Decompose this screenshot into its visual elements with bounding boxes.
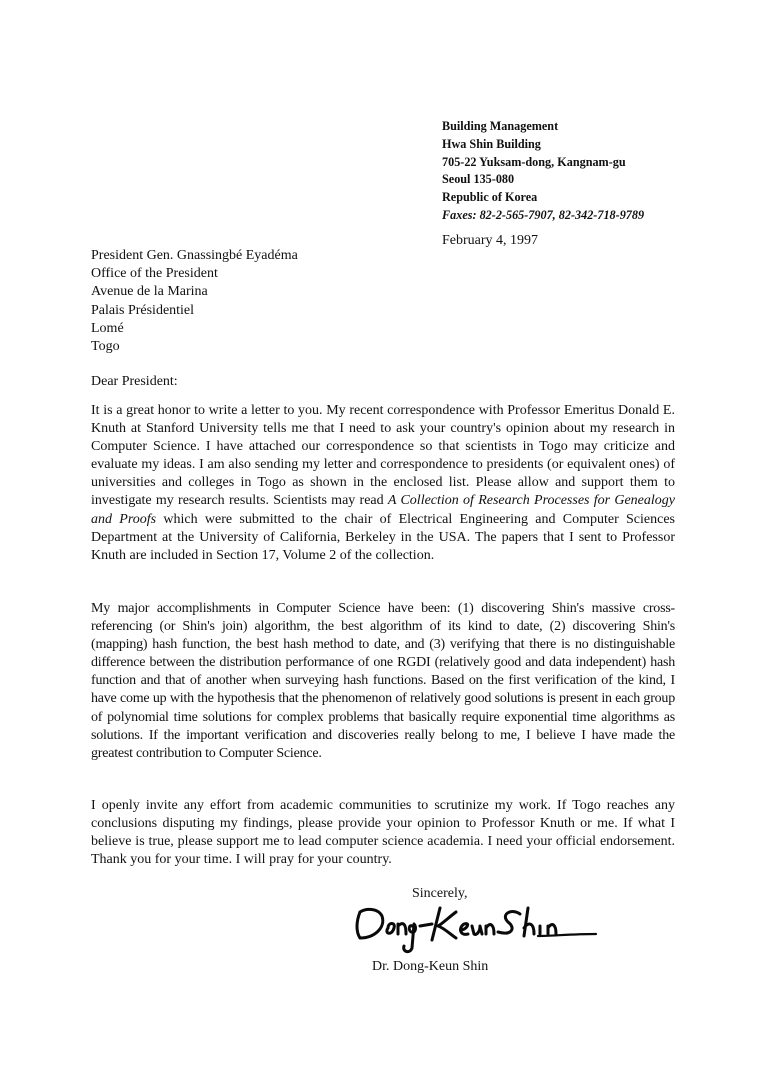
recipient-line: President Gen. Gnassingbé Eyadéma (91, 248, 298, 263)
body-paragraph-2: My major accomplishments in Computer Science have been: (1) discovering Shin's massive cross-referencing (or Shin's join) algorithm, the best algorithm of its kind to date, (2) discovering Shin's (mapping) hash function, the best hash method to date, and (3) verifying that there is no distinguishable difference between the distribution performance of one RGDI (relatively good and data independent) hash function and that of another when surveying hash functions. Based on the first verification of the kind, I have come up with the hypothesis that the phenomenon of relatively good solutions is present in each group of polynomial time solutions for complex problems that basically require exponential time algorithms as solutions. If the important verification and discoveries really belong to me, I believe I have made the greatest contribution to Computer Science. (91, 601, 675, 761)
handwritten-signature (352, 902, 602, 954)
sender-city: Seoul 135-080 (442, 172, 515, 187)
salutation: Dear President: (91, 374, 178, 389)
paragraph-1-text: It is a great honor to write a letter to you. My recent correspondence with Professor Emeritus Donald E. Knuth at Stanford University tells me that I need to ask your country's opinion about my research in Computer Science. I have attached our correspondence so that scientists in Togo may criticize and evaluate my ideas. I am also sending my letter and correspondence to presidents (or equivalent ones) of universities and colleges in Togo as shown in the enclosed list. Please allow and support them to investigate my research results. Scientists may read (91, 403, 675, 509)
recipient-line: Togo (91, 339, 120, 355)
recipient-line: Office of the President (91, 266, 218, 282)
sender-building: Hwa Shin Building (442, 136, 541, 151)
sender-country: Republic of Korea (442, 190, 538, 205)
sender-faxes: Faxes: 82-2-565-7907, 82-342-718-9789 (442, 207, 645, 222)
signer-name: Dr. Dong-Keun Shin (372, 959, 489, 974)
letter-date: February 4, 1997 (442, 233, 539, 248)
recipient-line: Avenue de la Marina (91, 284, 208, 300)
sender-street: 705-22 Yuksam-dong, Kangnam-gu (442, 154, 626, 169)
recipient-line: Lomé (91, 320, 124, 336)
sender-name: Building Management (442, 119, 559, 133)
collection-title: A Collection of Research Processes for Genealogy and Proofs (91, 493, 675, 527)
closing: Sincerely, (412, 886, 468, 901)
recipient-line: Palais Présidentiel (91, 302, 195, 318)
body-paragraph-3: I openly invite any effort from academic communities to scrutinize my work. If Togo reaches any conclusions disputing my findings, please provide your opinion to Professor Knuth or me. If what I believe is true, please support me to lead computer science academia. I need your official endorsement. Thank you for your time. I will pray for your country. (91, 798, 675, 868)
body-paragraph-1 (91, 402, 675, 565)
sender-address-block (442, 118, 644, 225)
paragraph-1-text-end: which were submitted to the chair of Electrical Engineering and Computer Sciences Department at the University of California, Berkeley in the USA. The papers that I sent to Professor Knuth are included in Section 17, Volume 2 of the collection. (91, 511, 675, 563)
recipient-address-block (91, 247, 298, 356)
